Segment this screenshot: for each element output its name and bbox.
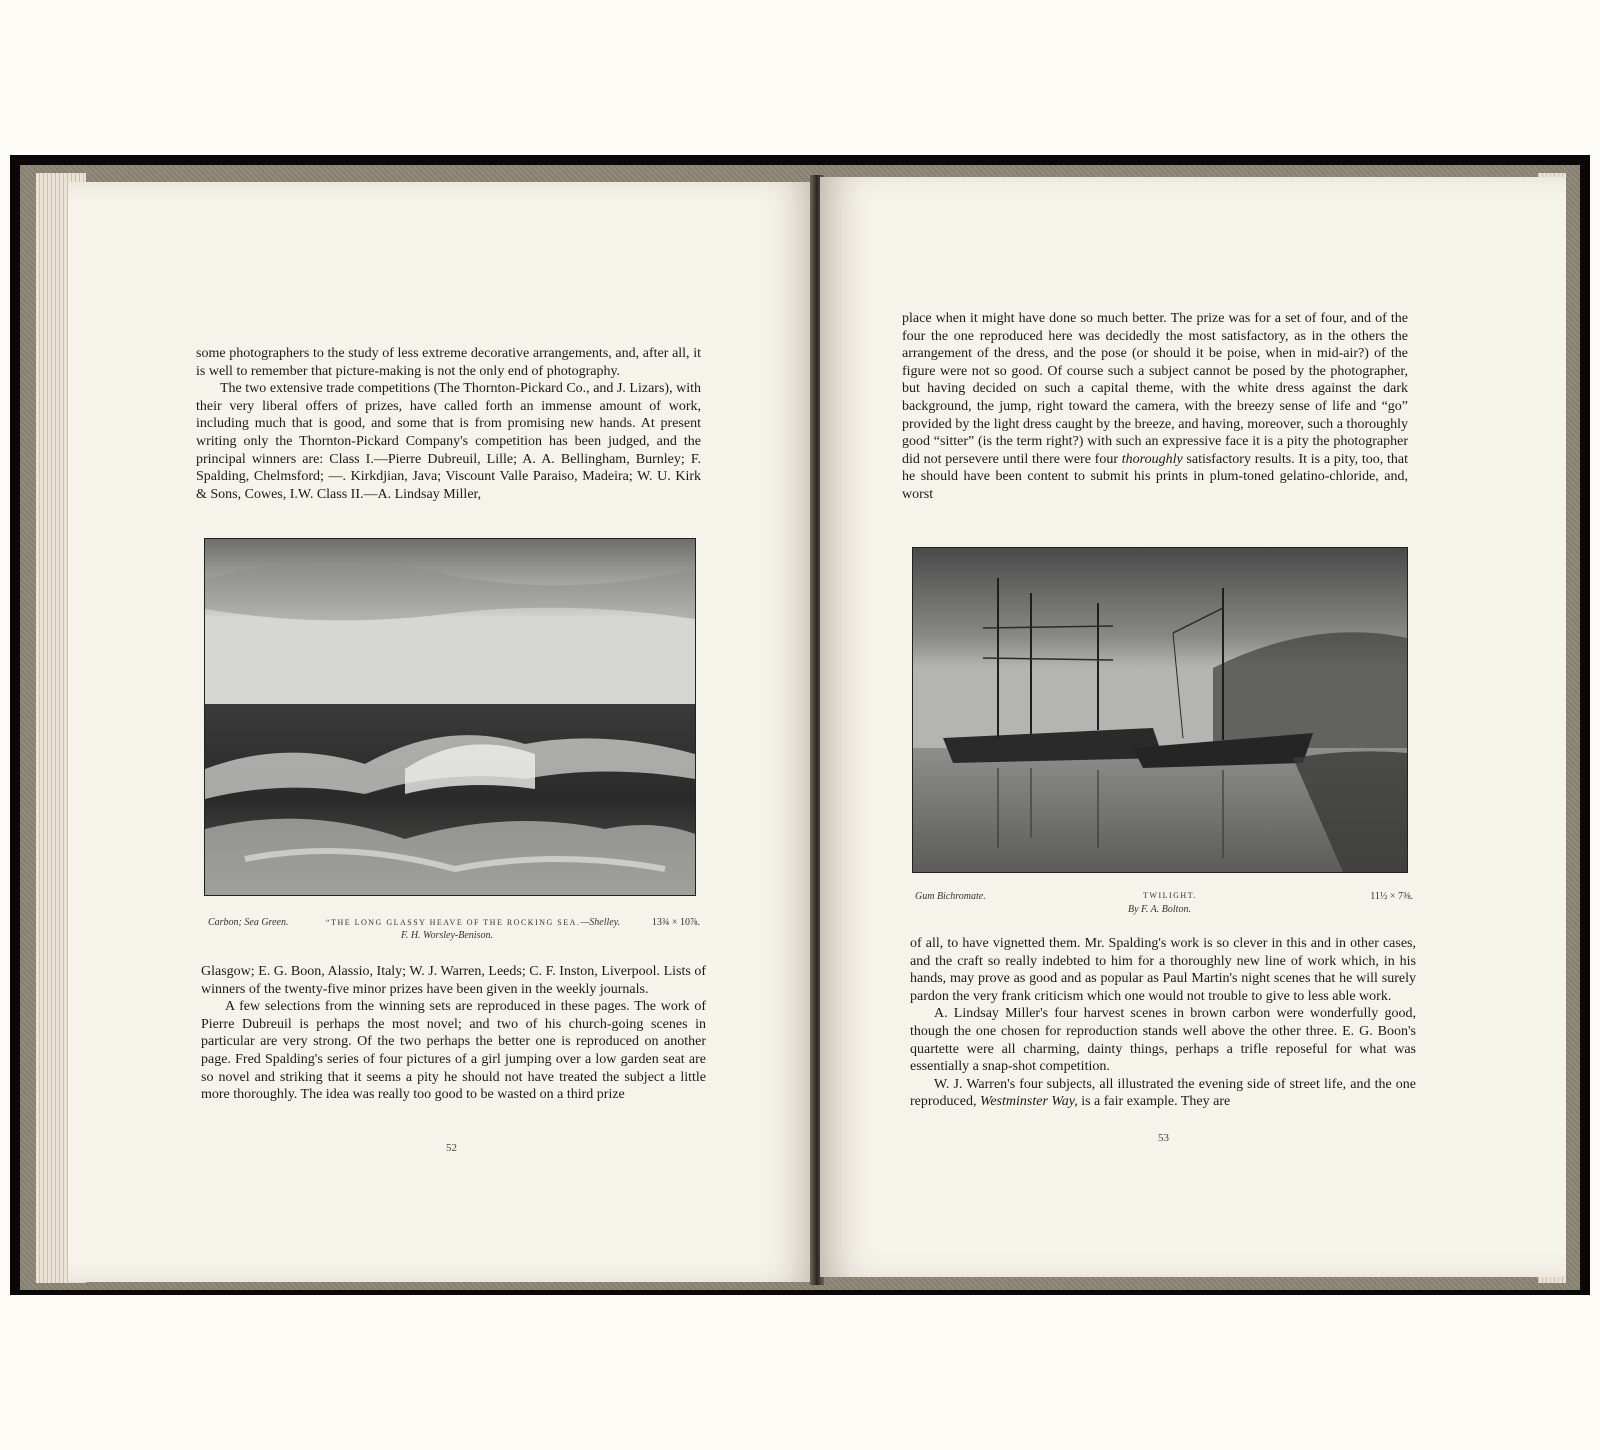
left-paragraph-1: some photographers to the study of less extreme decorative arrangements, and, after all, it is well to remember that picture-making is not the only end of photography. (196, 346, 701, 379)
right-plate-size: 11½ × 7⅜. (1370, 891, 1413, 902)
right-paragraph-1 (902, 310, 1408, 504)
left-text-top (196, 345, 701, 503)
left-plate-title (326, 917, 620, 928)
right-plate-title: TWILIGHT. (1143, 891, 1197, 900)
right-paragraph-3: A. Lindsay Miller's four harvest scenes in brown carbon were wonderfully good, though the one chosen for reproduction stands well above the other three. E. G. Boon's quartette were all charming, dainty things, perhaps a trifle reposeful for what was essentially a snap-shot competition. (910, 1006, 1416, 1075)
left-plate-caption (208, 917, 700, 945)
left-page (68, 182, 816, 1282)
right-paragraph-4 (910, 1076, 1416, 1111)
left-paragraph-2: The two extensive trade competitions (The Thornton-Pickard Co., and J. Lizars), with their very liberal offers of prizes, have called forth an immense amount of work, including much that is good, and some that is from promising new hands. At present writing only the Thornton-Pickard Company's competition has been judged, and the principal winners are: Class I.—Pierre Dubreuil, Lille; A. A. Bellingham, Burnley; F. Spalding, Chelmsford; —. Kirkdjian, Java; Viscount Valle Paraiso, Madeira; W. U. Kirk & Sons, Cowes, I.W. Class II.—A. Lindsay Miller, (196, 381, 701, 502)
right-plate-caption (915, 891, 1413, 919)
left-plate-size: 13¾ × 10⅞. (651, 917, 700, 928)
right-plate-process: Gum Bichromate. (915, 891, 986, 902)
right-paragraph-2: of all, to have vignetted them. Mr. Spalding's work is so clever in this and in other cases, and the craft so really indebted to him for a thoroughly new line of work which, in his hands, may prove as good and as popular as Paul Martin's night scenes that he will surely pardon the very frank criticism which one would not trouble to give to less able work. (910, 936, 1416, 1004)
right-paragraph-4-text: W. J. Warren's four subjects, all illustrated the evening side of street life, and the one reproduced, (910, 1076, 1416, 1110)
right-page-number: 53 (1158, 1132, 1169, 1144)
right-paragraph-1-emphasis: thoroughly (1121, 451, 1183, 467)
left-plate-author: F. H. Worsley-Benison. (401, 930, 493, 941)
twilight-photograph (912, 547, 1408, 873)
right-paragraph-1-text: place when it might have done so much better. The prize was for a set of four, and of the four the one reproduced here was decidedly the most satisfactory, as in the others the arrangement of the dress, and the pose (or should it be poise, when in mid-air?) of the figure were not so good. Of course such a subject cannot be posed by the photographer, but having decided on such a capital theme, with the white dress against the dark background, the jump, right toward the camera, with the breezy sense of life and “go” provided by the light dress caught by the breeze, and having, moreover, such a thoroughly good “sitter” (is the term right?) with such an expressive face it is a pity the photographer did not persevere until there were four (902, 311, 1408, 467)
left-page-number: 52 (446, 1142, 457, 1154)
right-paragraph-4-emphasis: Westminster Way, (979, 1094, 1078, 1110)
left-plate-process: Carbon; Sea Green. (208, 917, 289, 928)
left-paragraph-4: A few selections from the winning sets are reproduced in these pages. The work of Pierre Dubreuil is perhaps the most novel; and two of his church-going scenes in particular are very strong. Of the two perhaps the better one is reproduced on another page. Fred Spalding's series of four pictures of a girl jumping over a low garden seat are so novel and striking that it seems a pity he should not have treated the subject a little more thoroughly. The idea was really too good to be wasted on a third prize (201, 999, 706, 1103)
right-page (820, 177, 1566, 1277)
left-paragraph-3: Glasgow; E. G. Boon, Alassio, Italy; W. J. Warren, Leeds; C. F. Inston, Liverpool. Lists of winners of the twenty-five minor prizes have been given in the weekly journals. (201, 964, 706, 997)
book-scan (10, 155, 1590, 1295)
left-plate-title-quote: “THE LONG GLASSY HEAVE OF THE ROCKING SEA. (326, 918, 581, 927)
sea-photograph (204, 538, 696, 896)
right-plate-author: By F. A. Bolton. (1128, 904, 1191, 915)
right-text-bottom (910, 935, 1416, 1111)
left-plate-title-attribution: —Shelley. (580, 917, 621, 928)
right-paragraph-1-end: satisfactory results. It is a pity, too, that he should have been content to submit his prints in plum-toned gelatino-chloride, and, worst (902, 451, 1409, 502)
left-text-bottom (201, 963, 706, 1104)
right-paragraph-4-end: is a fair example. They are (1081, 1094, 1231, 1110)
right-text-top (902, 310, 1408, 504)
